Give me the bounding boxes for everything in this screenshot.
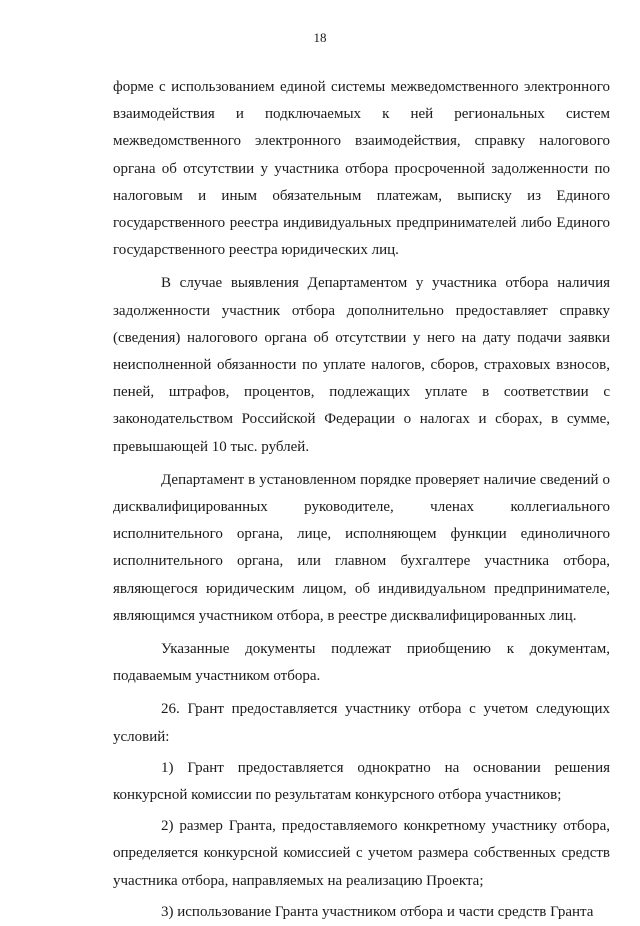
list-item-2: 2) размер Гранта, предоставляемого конкретному участнику отбора, определяется конкурсной комиссией с учетом размера собственных средств участника отбора, направляемых на реализацию Проекта; [113,818,610,889]
paragraph-debt-case: В случае выявления Департаментом у участника отбора наличия задолженности участник отбора дополнительно предоставляет справку (сведения) налогового органа об отсутствии у него на дату подачи заявки неисполненной обязанности по уплате налогов, сборов, страховых взносов, пеней, штрафов, процентов, подлежащих уплате в соответствии с законодательством Российской Федерации о налогах и сборах, в сумме, превышающей 10 тыс. рублей. [113,275,610,455]
list-item-3: 3) использование Гранта участником отбора и части средств Гранта [161,903,594,920]
paragraph-disqualified-check: Департамент в установленном порядке проверяет наличие сведений о дисквалифицированных руководителе, членах коллегиального исполнительного органа, лице, исполняющем функции единоличного исполнительного органа, или главном бухгалтере участника отбора, являющегося юридическим лицом, об индивидуальном предпринимателе, являющимся участником отбора, в реестре дисквалифицированных лиц. [113,471,610,624]
page-number: 18 [313,30,327,45]
document-body [113,74,610,926]
paragraph-continued: форме с использованием единой системы межведомственного электронного взаимодействия и подключаемых к ней региональных систем межведомственного электронного взаимодействия, справку налогового органа об отсутствии у участника отбора просроченной задолженности по налоговым и иным обязательным платежам, выписку из Единого государственного реестра индивидуальных предпринимателей либо Единого государственного реестра юридических лиц. [113,79,610,259]
paragraph-documents-attached: Указанные документы подлежат приобщению к документам, подаваемым участником отбора. [113,641,610,685]
list-item-1: 1) Грант предоставляется однократно на основании решения конкурсной комиссии по результатам конкурсного отбора участников; [113,759,610,804]
paragraph-clause-26: 26. Грант предоставляется участнику отбора с учетом следующих условий: [113,701,610,745]
